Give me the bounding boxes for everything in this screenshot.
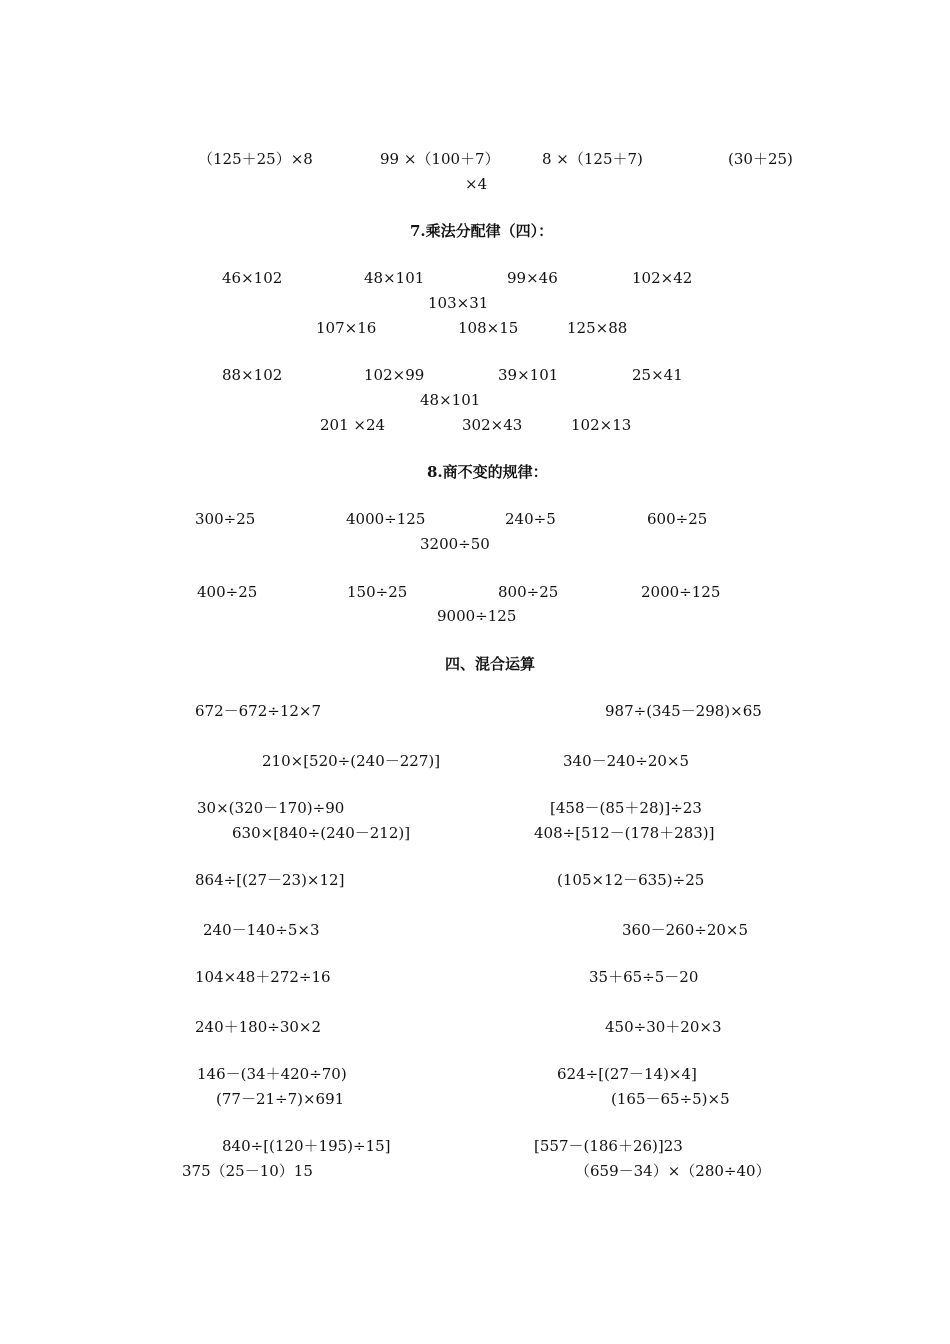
- section-heading-quotient: 8.商不变的规律：: [427, 463, 548, 481]
- expression: (30＋25): [728, 150, 793, 168]
- expression: 600÷25: [647, 510, 708, 528]
- section-heading-distributive: 7.乘法分配律（四）：: [410, 222, 554, 240]
- expression: [557－(186＋26)]23: [534, 1137, 683, 1155]
- expression: 201 ×24: [320, 416, 386, 434]
- expression: 450÷30＋20×3: [605, 1018, 722, 1036]
- expression: 25×41: [632, 366, 683, 384]
- expression: 408÷[512－(178＋283)]: [534, 824, 715, 842]
- expression: 340－240÷20×5: [563, 752, 690, 770]
- expression: （125＋25）×8: [198, 150, 313, 168]
- expression: 987÷(345－298)×65: [605, 702, 762, 720]
- expression: 30×(320－170)÷90: [197, 799, 345, 817]
- expression: 48×101: [364, 269, 425, 287]
- expression: 2000÷125: [641, 583, 721, 601]
- expression: 840÷[(120＋195)÷15]: [222, 1137, 391, 1155]
- expression: (77－21÷7)×691: [216, 1090, 345, 1108]
- expression: 35＋65÷5－20: [589, 968, 699, 986]
- expression: 800÷25: [498, 583, 559, 601]
- expression: 150÷25: [347, 583, 408, 601]
- expression: 8 ×（125＋7): [542, 150, 643, 168]
- expression: 103×31: [428, 294, 489, 312]
- expression: 99×46: [507, 269, 558, 287]
- expression: (105×12－635)÷25: [557, 871, 705, 889]
- expression: 102×99: [364, 366, 425, 384]
- expression: 146－(34＋420÷70): [197, 1065, 347, 1083]
- expression: 360－260÷20×5: [622, 921, 749, 939]
- expression: [458－(85＋28)]÷23: [550, 799, 702, 817]
- expression: 3200÷50: [420, 535, 490, 553]
- expression: 4000÷125: [346, 510, 426, 528]
- section-heading-mixed: 四、混合运算: [445, 655, 536, 673]
- expression: 624÷[(27－14)×4]: [557, 1065, 697, 1083]
- expression: 302×43: [462, 416, 523, 434]
- expression: 210×[520÷(240－227)]: [262, 752, 441, 770]
- expression: 48×101: [420, 391, 481, 409]
- expression: (165－65÷5)×5: [611, 1090, 730, 1108]
- expression: ×4: [465, 175, 488, 193]
- expression: 672－672÷12×7: [195, 702, 322, 720]
- expression: 107×16: [316, 319, 377, 337]
- expression: 630×[840÷(240－212)]: [232, 824, 411, 842]
- expression: 108×15: [458, 319, 519, 337]
- expression: 240÷5: [505, 510, 556, 528]
- expression: 102×13: [571, 416, 632, 434]
- expression: 300÷25: [195, 510, 256, 528]
- expression: 104×48＋272÷16: [195, 968, 331, 986]
- expression: 240＋180÷30×2: [195, 1018, 322, 1036]
- expression: 125×88: [567, 319, 628, 337]
- expression: 99 ×（100＋7）: [380, 150, 500, 168]
- expression: 39×101: [498, 366, 559, 384]
- expression: （659－34）×（280÷40）: [575, 1162, 771, 1180]
- expression: 240－140÷5×3: [203, 921, 320, 939]
- expression: 9000÷125: [437, 607, 517, 625]
- expression: 88×102: [222, 366, 283, 384]
- expression: 864÷[(27－23)×12]: [195, 871, 345, 889]
- expression: 400÷25: [197, 583, 258, 601]
- expression: 375（25－10）15: [182, 1162, 313, 1180]
- expression: 102×42: [632, 269, 693, 287]
- expression: 46×102: [222, 269, 283, 287]
